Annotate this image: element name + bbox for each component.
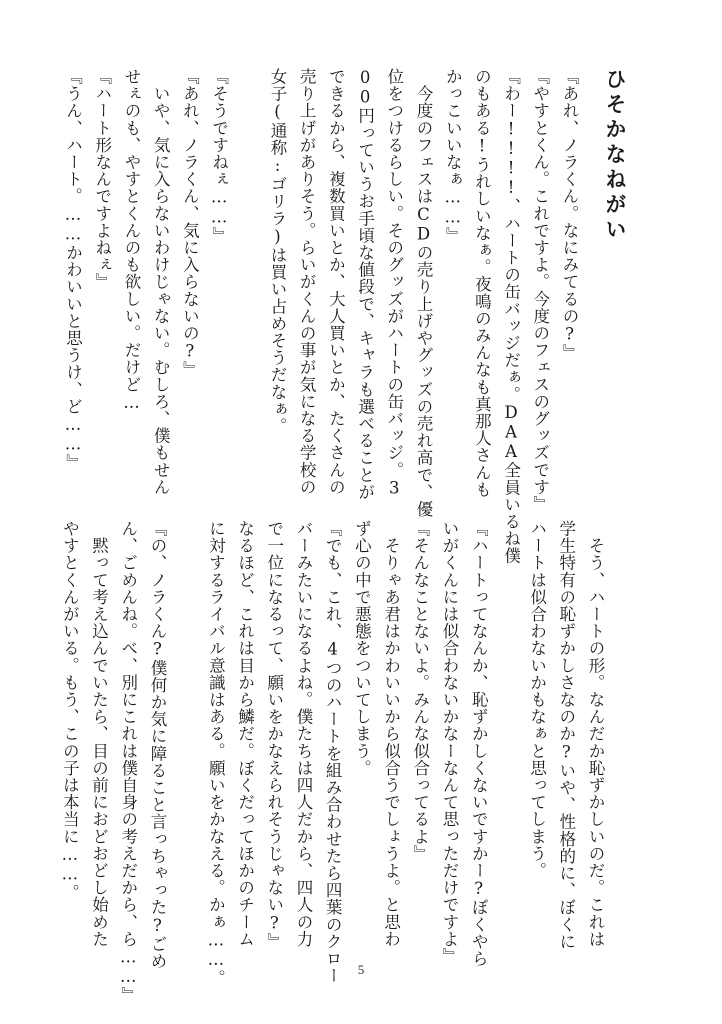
- text-line: ハートは似合わないかもなぁと思ってしまう。: [527, 520, 547, 880]
- text-line: なるほど、これは目から鱗だ。ぼくだってほかのチーム: [235, 520, 255, 948]
- text-line: [493, 520, 522, 1004]
- text-line: 学生特有の恥ずかしさなのか?いや、性格的に、ぼくに: [556, 520, 576, 950]
- text-line: 00円っていうお手頃な値段で、キャラも選べることが: [355, 68, 375, 501]
- upper-text-block: [63, 68, 630, 565]
- text-line: 今度のフェスはCDの売り上げやグッズの売れ高で、優: [413, 68, 433, 518]
- text-line: そう、ハートの形。なんだか恥ずかしいのだ。これは: [586, 520, 605, 948]
- text-line: 『でも、これ、4つのハートを組み合わせたら四葉のクロー: [323, 520, 343, 985]
- text-line: やすとくんがいる。もう、この子は本当に……。: [60, 520, 80, 902]
- text-line: バーみたいになるよね。僕たちは四人だから、四人の力: [293, 520, 313, 948]
- text-line: 『うん、ハート。……かわいいと思うけ、ど……』: [63, 68, 83, 472]
- story-title: ひそかなねがい: [603, 68, 628, 243]
- text-line: 『ハート形なんですよねぇ』: [92, 68, 112, 291]
- text-line: できるから、複数買いとか、大人買いとか、たくさんの: [326, 68, 346, 496]
- text-line: そりゃあ君はかわいいから似合うでしょうよ。と思わ: [381, 520, 401, 948]
- text-line: ず心の中で悪態をついてしまう。: [352, 520, 372, 777]
- lower-body-text: [55, 520, 610, 1004]
- text-line: かっこいいなぁ……』: [443, 68, 463, 244]
- text-line: 『そうですねぇ……』: [209, 68, 229, 244]
- text-line: 『の、ノラくん?僕何か気に障ること言っちゃった?ごめ: [147, 520, 167, 970]
- text-line: 売り上げがありそう。らいがくんの事が気になる学校の: [297, 68, 317, 496]
- text-line: [234, 68, 263, 564]
- text-line: 『やすとくん。これですよ。今度のフェスのグッズです』: [530, 68, 550, 513]
- upper-body-text: [58, 68, 584, 564]
- text-line: 『そんなことないよ。みんな似合ってるよ』: [410, 520, 430, 862]
- text-line: 『あれ、ノラくん。なにみてるの?』: [560, 68, 579, 362]
- text-line: 『あれ、ノラくん、気に入らないの?』: [180, 68, 200, 379]
- text-line: 黙って考え込んでいたら、目の前におどおどし始めた: [89, 520, 109, 948]
- text-line: で一位になるって、願いをかなえられそうじゃない?』: [264, 520, 284, 950]
- text-line: ん、ごめんね。べ、別にこれは僕自身の考えだから、ら……』: [118, 520, 138, 1004]
- text-line: せぇのも、やすとくんのも欲しい。だけど…: [121, 68, 141, 413]
- text-line: いや、気に入らないわけじゃない。むしろ、僕もせん: [151, 68, 171, 496]
- page-number: 5: [357, 962, 365, 977]
- text-line: に対するライバル意識はある。願いをかなえる。かぁ……。: [206, 520, 226, 987]
- text-line: [172, 520, 201, 1004]
- text-line: 『ハートってなんか、恥ずかしくないですかー?ぼくやら: [469, 520, 489, 968]
- text-line: 女子(通称:ゴリラ)は買い占めそうだなぁ。: [267, 68, 287, 435]
- text-line: 位をつけるらしい。そのグッズがハートの缶バッジ。3: [384, 68, 404, 498]
- text-line: いがくんには似合わないかなーなんて思っただけですよ』: [439, 520, 459, 965]
- text-line: のもある!うれしいなぁ。夜鳴のみんなも真那人さんも: [472, 68, 492, 498]
- text-line: 『わー!!!!、ハートの缶バッジだぁ。DAA全員いるね僕: [501, 68, 521, 565]
- lower-text-block: [60, 520, 610, 1004]
